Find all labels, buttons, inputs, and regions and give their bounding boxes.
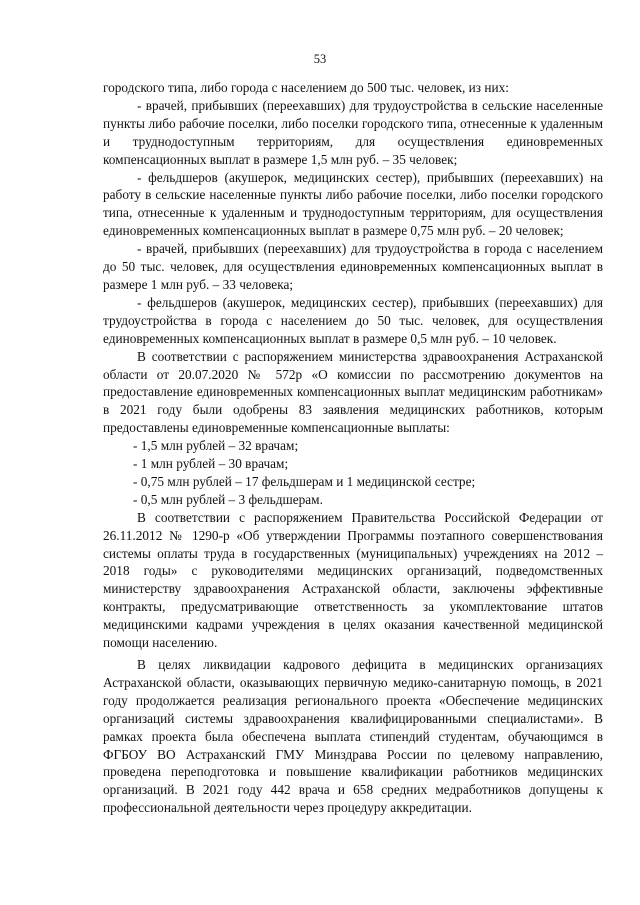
list-item: - 1 млн рублей – 30 врачам; [133, 456, 289, 472]
document-body [103, 79, 603, 817]
paragraph: В соответствии с распоряжением Правительства Российской Федерации от 26.11.2012 № 1290-р «Об утверждении Программы поэтапного совершенствования системы оплаты труда в государственных (муниципальных) учреждениях на 2012 – 2018 годы» с руководителями медицинских организаций, подведомственных министерству здравоохранения Астраханской области, заключены эффективные контракты, предусматривающие ответственность за укомплектование штатов медицинскими кадрами учреждения в целях оказания качественной медицинской помощи населению. [103, 509, 603, 651]
list-item: - фельдшеров (акушерок, медицинских сестер), прибывших (переехавших) для трудоустройства в города с населением до 50 тыс. человек, для осуществления единовременных компенсационных выплат в размере 0,5 млн руб. – 10 человек. [103, 294, 603, 346]
list-item: - 1,5 млн рублей – 32 врачам; [133, 438, 299, 454]
list-item: - врачей, прибывших (переехавших) для трудоустройства в сельские населенные пункты либо рабочие поселки, либо поселки городского типа, отнесенные к удаленным и труднодоступным территориям, для осуществления единовременных компенсационных выплат в размере 1,5 млн руб. – 35 человек; [103, 97, 603, 167]
paragraph: В соответствии с распоряжением министерства здравоохранения Астраханской области от 20.07.2020 № 572р «О комиссии по рассмотрению документов на предоставление единовременных компенсационных выплат медицинским работникам» в 2021 году были одобрены 83 заявления медицинских работников, которым предоставлены единовременные компенсационные выплаты: [103, 348, 603, 436]
paragraph-continuation: городского типа, либо города с населением до 500 тыс. человек, из них: [103, 80, 509, 95]
list-item: - фельдшеров (акушерок, медицинских сестер), прибывших (переехавших) на работу в сельские населенные пункты либо рабочие поселки, либо поселки городского типа, отнесенные к удаленным и труднодоступным территориям, для осуществления единовременных компенсационных выплат в размере 0,75 млн руб. – 20 человек; [103, 169, 603, 239]
page-number: 53 [313, 52, 327, 66]
list-item: - 0,5 млн рублей – 3 фельдшерам. [133, 491, 323, 507]
list-item: - 0,75 млн рублей – 17 фельдшерам и 1 медицинской сестре; [133, 473, 476, 489]
list-item: - врачей, прибывших (переехавших) для трудоустройства в города с населением до 50 тыс. человек, для осуществления единовременных компенсационных выплат в размере 1 млн руб. – 33 человека; [103, 241, 603, 292]
paragraph: В целях ликвидации кадрового дефицита в медицинских организациях Астраханской области, оказывающих первичную медико-санитарную помощь, в 2021 году продолжается реализация регионального проекта «Обеспечение медицинских организаций системы здравоохранения квалифицированными специалистами». В рамках проекта была обеспечена выплата стипендий студентам, обучающимся в ФГБОУ ВО Астраханский ГМУ Минздрава России по целевому направлению, проведена переподготовка и повышение квалификации работников медицинских организаций. В 2021 году 442 врача и 658 средних медработников допущены к профессиональной деятельности через процедуру аккредитации. [103, 657, 603, 816]
